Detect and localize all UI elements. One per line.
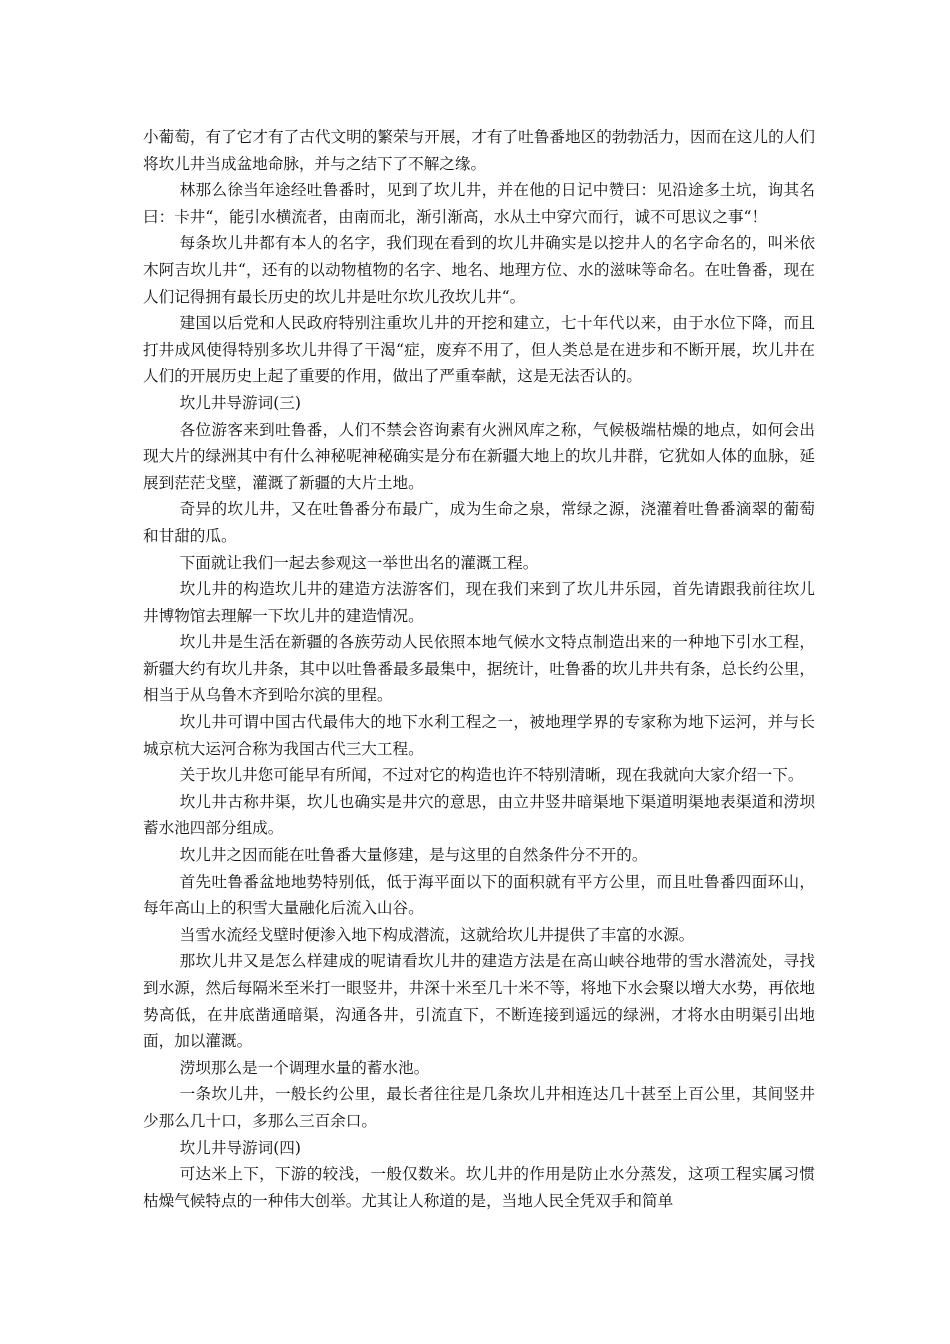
paragraph-14: 坎儿井之因而能在吐鲁番大量修建，是与这里的自然条件分不开的。 xyxy=(179,846,648,865)
paragraph-15: 首先吐鲁番盆地地势特别低，低于海平面以下的面积就有平方公里，而且吐鲁番四面环山，每年高山上的积雪大量融化后流入山谷。 xyxy=(143,872,815,918)
document-page xyxy=(143,124,815,1214)
paragraph-10: 坎儿井是生活在新疆的各族劳动人民依照本地气候水文特点制造出来的一种地下引水工程，新疆大约有坎儿井条，其中以吐鲁番最多最集中，据统计，吐鲁番的坎儿井共有条，总长约公里，相当于从乌鲁木齐到哈尔滨的里程。 xyxy=(143,633,815,705)
paragraph-7: 奇异的坎儿井，又在吐鲁番分布最广，成为生命之泉，常绿之源，浇灌着吐鲁番滴翠的葡萄和甘甜的瓜。 xyxy=(143,500,815,545)
paragraph-2: 林那么徐当年途经吐鲁番时，见到了坎儿井，并在他的日记中赞曰：见沿途多土坑，询其名曰：卡井“，能引水横流者，由南而北，渐引渐高，水从土中穿穴而行，诚不可思议之事“！ xyxy=(143,181,815,226)
paragraph-8: 下面就让我们一起去参观这一举世出名的灌溉工程。 xyxy=(179,553,539,572)
paragraph-6: 各位游客来到吐鲁番，人们不禁会咨询素有火洲风库之称，气候极端枯燥的地点，如何会出现大片的绿洲其中有什么神秘呢神秘确实是分布在新疆大地上的坎儿井群，它犹如人体的血脉，延展到茫茫戈壁，灌溉了新疆的大片土地。 xyxy=(143,420,815,492)
paragraph-9: 坎儿井的构造坎儿井的建造方法游客们，现在我们来到了坎儿井乐园，首先请跟我前往坎儿井博物馆去理解一下坎儿井的建造情况。 xyxy=(143,580,815,625)
paragraph-17: 那坎儿井又是怎么样建成的呢请看坎儿井的建造方法是在高山峡谷地带的雪水潜流处，寻找到水源，然后每隔米至米打一眼竖井，井深十米至几十米不等，将地下水会聚以增大水势，再依地势高低，在井底凿通暗渠，沟通各井，引流直下，不断连接到遥远的绿洲，才将水由明渠引出地面，加以灌溉。 xyxy=(143,952,815,1051)
section-heading-3: 坎儿井导游词(三) xyxy=(179,393,301,412)
paragraph-3: 每条坎儿井都有本人的名字，我们现在看到的坎儿井确实是以挖井人的名字命名的，叫米依木阿吉坎儿井“，还有的以动物植物的名字、地名、地理方位、水的滋味等命名。在吐鲁番，现在人们记得拥有最长历史的坎儿井是吐尔坎儿孜坎儿井“。 xyxy=(143,234,815,306)
paragraph-13: 坎儿井古称井渠，坎儿也确实是井穴的意思，由立井竖井暗渠地下渠道明渠地表渠道和涝坝蓄水池四部分组成。 xyxy=(143,792,815,838)
section-heading-4: 坎儿井导游词(四) xyxy=(179,1138,301,1157)
paragraph-19: 一条坎儿井，一般长约公里，最长者往往是几条坎儿井相连达几十甚至上百公里，其间竖井少那么几十口，多那么三百余口。 xyxy=(143,1085,815,1130)
paragraph-21: 可达米上下，下游的较浅，一般仅数米。坎儿井的作用是防止水分蒸发，这项工程实属习惯枯燥气候特点的一种伟大创举。尤其让人称道的是，当地人民全凭双手和简单 xyxy=(143,1165,815,1210)
paragraph-11: 坎儿井可谓中国古代最伟大的地下水利工程之一，被地理学界的专家称为地下运河，并与长城京杭大运河合称为我国古代三大工程。 xyxy=(143,713,815,758)
paragraph-4: 建国以后党和人民政府特别注重坎儿井的开挖和建立，七十年代以来，由于水位下降，而且打井成风使得特别多坎儿井得了干渴“症，废弃不用了，但人类总是在进步和不断开展，坎儿井在人们的开展历史上起了重要的作用，做出了严重奉献，这是无法否认的。 xyxy=(143,314,815,386)
paragraph-16: 当雪水流经戈壁时便渗入地下构成潜流，这就给坎儿井提供了丰富的水源。 xyxy=(179,925,695,944)
paragraph-1: 小葡萄，有了它才有了古代文明的繁荣与开展，才有了吐鲁番地区的勃勃活力，因而在这儿的人们将坎儿井当成盆地命脉，并与之结下了不解之缘。 xyxy=(143,128,815,173)
paragraph-12: 关于坎儿井您可能早有所闻，不过对它的构造也许不特别清晰，现在我就向大家介绍一下。 xyxy=(179,766,804,785)
paragraph-18: 涝坝那么是一个调理水量的蓄水池。 xyxy=(179,1058,430,1077)
